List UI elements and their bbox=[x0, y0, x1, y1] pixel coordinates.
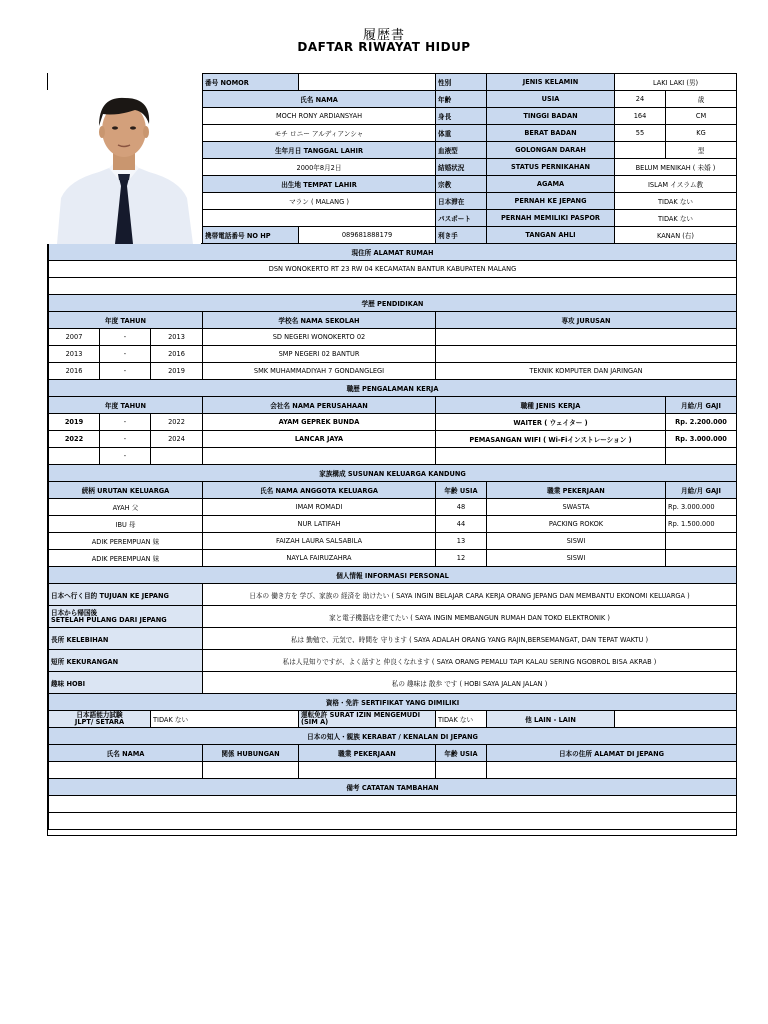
profile-photo bbox=[47, 90, 201, 244]
family-age: 13 bbox=[436, 533, 487, 550]
table-row bbox=[49, 762, 737, 779]
title-japanese: 履歴書 bbox=[362, 28, 405, 43]
nomor-value bbox=[299, 74, 436, 91]
jepang-name: PERNAH KE JEPANG bbox=[487, 193, 615, 210]
agama-value: ISLAM イスラム教 bbox=[615, 176, 737, 193]
empty-row bbox=[49, 278, 737, 295]
work-job: WAITER ( ウェイター ) bbox=[436, 414, 666, 431]
family-salary: Rp. 1.500.000 bbox=[666, 516, 737, 533]
family-age: 44 bbox=[436, 516, 487, 533]
sertifikat-heading: 資格・免許 SERTIFIKAT YANG DIMILIKI bbox=[49, 694, 737, 711]
edu-major bbox=[436, 329, 737, 346]
work-dash: - bbox=[100, 431, 151, 448]
work-to: 2024 bbox=[151, 431, 203, 448]
edu-dash: - bbox=[100, 329, 151, 346]
empty-cell bbox=[436, 762, 487, 779]
table-row bbox=[49, 533, 737, 550]
family-salary bbox=[666, 533, 737, 550]
status-label: 結婚状況 bbox=[436, 159, 487, 176]
family-job: SWASTA bbox=[487, 499, 666, 516]
tangan-label: 利き手 bbox=[436, 227, 487, 244]
darah-unit: 型 bbox=[666, 142, 737, 159]
tempat-label: 出生地 TEMPAT LAHIR bbox=[203, 176, 436, 193]
usia-value: 24 bbox=[615, 91, 666, 108]
kerabat-col-hubungan: 関係 HUBUNGAN bbox=[203, 745, 299, 762]
work-to bbox=[151, 448, 203, 465]
table-row bbox=[49, 329, 737, 346]
tinggi-label: 身長 bbox=[436, 108, 487, 125]
kerabat-col-alamat: 日本の住所 ALAMAT DI JEPANG bbox=[487, 745, 737, 762]
empty-cell bbox=[299, 762, 436, 779]
nomor-label: 番号 NOMOR bbox=[203, 74, 299, 91]
jlpt-label: 日本語能力試験 JLPT/ SETARA bbox=[49, 711, 151, 728]
pendidikan-col-jurusan: 専攻 JURUSAN bbox=[436, 312, 737, 329]
work-dash: - bbox=[100, 448, 151, 465]
jepang-label: 日本滞在 bbox=[436, 193, 487, 210]
edu-dash: - bbox=[100, 346, 151, 363]
lain-value bbox=[615, 711, 737, 728]
paspor-label: パスポート bbox=[436, 210, 487, 227]
family-relation: ADIK PEREMPUAN 妹 bbox=[49, 533, 203, 550]
keluarga-col-pekerjaan: 職業 PEKERJAAN bbox=[487, 482, 666, 499]
status-name: STATUS PERNIKAHAN bbox=[487, 159, 615, 176]
keluarga-col-gaji: 月給/月 GAJI bbox=[666, 482, 737, 499]
jk-value: LAKI LAKI (男) bbox=[615, 74, 737, 91]
edu-dash: - bbox=[100, 363, 151, 380]
jepang-value: TIDAK ない bbox=[615, 193, 737, 210]
work-salary: Rp. 3.000.000 bbox=[666, 431, 737, 448]
edu-from: 2013 bbox=[49, 346, 100, 363]
pendidikan-col-sekolah: 学校名 NAMA SEKOLAH bbox=[203, 312, 436, 329]
pendidikan-col-tahun: 年度 TAHUN bbox=[49, 312, 203, 329]
catatan-heading: 備考 CATATAN TAMBAHAN bbox=[49, 779, 737, 796]
edu-school: SD NEGERI WONOKERTO 02 bbox=[203, 329, 436, 346]
edu-to: 2013 bbox=[151, 329, 203, 346]
berat-unit: KG bbox=[666, 125, 737, 142]
family-name: IMAM ROMADI bbox=[203, 499, 436, 516]
info-heading: 個人情報 INFORMASI PERSONAL bbox=[49, 567, 737, 584]
table-row bbox=[49, 550, 737, 567]
family-job: SISWI bbox=[487, 550, 666, 567]
info-value-hobi: 私の 趣味は 散歩 です ( HOBI SAYA JALAN JALAN ) bbox=[203, 672, 737, 694]
family-name: NUR LATIFAH bbox=[203, 516, 436, 533]
family-job: SISWI bbox=[487, 533, 666, 550]
family-relation: AYAH 父 bbox=[49, 499, 203, 516]
alamat-heading: 現住所 ALAMAT RUMAH bbox=[49, 244, 737, 261]
alamat-value: DSN WONOKERTO RT 23 RW 04 KECAMATAN BANTUR KABUPATEN MALANG bbox=[49, 261, 737, 278]
photo-cell bbox=[49, 74, 203, 91]
kerja-col-perusahaan: 会社名 NAMA PERUSAHAAN bbox=[203, 397, 436, 414]
nama-label: 氏名 NAMA bbox=[203, 91, 436, 108]
info-value-kelebihan: 私は 勤勉で、元気で、時間を 守ります ( SAYA ADALAH ORANG YANG RAJIN,BERSEMANGAT, DAN TEPAT WAKTU ) bbox=[203, 628, 737, 650]
catatan-row bbox=[49, 813, 737, 830]
work-job: PEMASANGAN WIFI ( Wi-Fiインストレーション ) bbox=[436, 431, 666, 448]
kerja-heading: 職歴 PENGALAMAN KERJA bbox=[49, 380, 737, 397]
agama-name: AGAMA bbox=[487, 176, 615, 193]
info-label-hobi: 趣味 HOBI bbox=[49, 672, 203, 694]
family-age: 48 bbox=[436, 499, 487, 516]
family-relation: IBU 母 bbox=[49, 516, 203, 533]
family-name: FAIZAH LAURA SALSABILA bbox=[203, 533, 436, 550]
usia-label: 年齢 bbox=[436, 91, 487, 108]
berat-label: 体重 bbox=[436, 125, 487, 142]
empty-cell bbox=[203, 762, 299, 779]
work-dash: - bbox=[100, 414, 151, 431]
keluarga-heading: 家族構成 SUSUNAN KELUARGA KANDUNG bbox=[49, 465, 737, 482]
kerabat-col-usia: 年齢 USIA bbox=[436, 745, 487, 762]
edu-school: SMK MUHAMMADIYAH 7 GONDANGLEGI bbox=[203, 363, 436, 380]
edu-school: SMP NEGERI 02 BANTUR bbox=[203, 346, 436, 363]
nama-kana: モチ ロニー アルディアンシャ bbox=[203, 125, 436, 142]
tgl-label: 生年月日 TANGGAL LAHIR bbox=[203, 142, 436, 159]
keluarga-col-nama: 氏名 NAMA ANGGOTA KELUARGA bbox=[203, 482, 436, 499]
table-row bbox=[49, 363, 737, 380]
status-value: BELUM MENIKAH ( 未婚 ) bbox=[615, 159, 737, 176]
kerabat-heading: 日本の知人・親族 KERABAT / KENALAN DI JEPANG bbox=[49, 728, 737, 745]
work-from: 2019 bbox=[49, 414, 100, 431]
table-row bbox=[49, 414, 737, 431]
kerabat-col-nama: 氏名 NAMA bbox=[49, 745, 203, 762]
work-from: 2022 bbox=[49, 431, 100, 448]
darah-name: GOLONGAN DARAH bbox=[487, 142, 615, 159]
family-name: NAYLA FAIRUZAHRA bbox=[203, 550, 436, 567]
edu-major: TEKNIK KOMPUTER DAN JARINGAN bbox=[436, 363, 737, 380]
jk-label: 性別 bbox=[436, 74, 487, 91]
info-label-kekurangan: 短所 KEKURANGAN bbox=[49, 650, 203, 672]
usia-name: USIA bbox=[487, 91, 615, 108]
info-label-kelebihan: 長所 KELEBIHAN bbox=[49, 628, 203, 650]
work-from bbox=[49, 448, 100, 465]
tinggi-value: 164 bbox=[615, 108, 666, 125]
tinggi-name: TINGGI BADAN bbox=[487, 108, 615, 125]
tgl-value: 2000年8月2日 bbox=[203, 159, 436, 176]
jlpt-value: TIDAK ない bbox=[151, 711, 299, 728]
work-company bbox=[203, 448, 436, 465]
family-job: PACKING ROKOK bbox=[487, 516, 666, 533]
work-job bbox=[436, 448, 666, 465]
catatan-row bbox=[49, 796, 737, 813]
work-salary bbox=[666, 448, 737, 465]
keluarga-col-urutan: 続柄 URUTAN KELUARGA bbox=[49, 482, 203, 499]
work-salary: Rp. 2.200.000 bbox=[666, 414, 737, 431]
berat-name: BERAT BADAN bbox=[487, 125, 615, 142]
darah-label: 血液型 bbox=[436, 142, 487, 159]
edu-from: 2016 bbox=[49, 363, 100, 380]
darah-value bbox=[615, 142, 666, 159]
keluarga-col-usia: 年齢 USIA bbox=[436, 482, 487, 499]
lain-label: 他 LAIN - LAIN bbox=[487, 711, 615, 728]
info-value-pulang: 家と電子機器店を建てたい ( SAYA INGIN MEMBANGUN RUMAH DAN TOKO ELEKTRONIK ) bbox=[203, 606, 737, 628]
sim-value: TIDAK ない bbox=[436, 711, 487, 728]
info-value-tujuan: 日本の 働き方を 学び、家族の 経済を 助けたい ( SAYA INGIN BELAJAR CARA KERJA ORANG JEPANG DAN MEMBANTU EKONOMI KELUARGA ) bbox=[203, 584, 737, 606]
family-salary bbox=[666, 550, 737, 567]
hp-label: 携帯電話番号 NO HP bbox=[203, 227, 299, 244]
jk-name: JENIS KELAMIN bbox=[487, 74, 615, 91]
info-label-pulang: 日本から帰国後 SETELAH PULANG DARI JEPANG bbox=[49, 606, 203, 628]
work-to: 2022 bbox=[151, 414, 203, 431]
nama-value: MOCH RONY ARDIANSYAH bbox=[203, 108, 436, 125]
tempat-value: マラン ( MALANG ) bbox=[203, 193, 436, 210]
hp-value: 089681888179 bbox=[299, 227, 436, 244]
table-row bbox=[49, 448, 737, 465]
paspor-value: TIDAK ない bbox=[615, 210, 737, 227]
work-company: LANCAR JAYA bbox=[203, 431, 436, 448]
empty-cell bbox=[203, 210, 436, 227]
tangan-name: TANGAN AHLI bbox=[487, 227, 615, 244]
edu-to: 2019 bbox=[151, 363, 203, 380]
empty-cell bbox=[49, 762, 203, 779]
pendidikan-heading: 学歴 PENDIDIKAN bbox=[49, 295, 737, 312]
work-company: AYAM GEPREK BUNDA bbox=[203, 414, 436, 431]
kerja-col-tahun: 年度 TAHUN bbox=[49, 397, 203, 414]
paspor-name: PERNAH MEMILIKI PASPOR bbox=[487, 210, 615, 227]
berat-value: 55 bbox=[615, 125, 666, 142]
tangan-value: KANAN (右) bbox=[615, 227, 737, 244]
kerabat-col-pekerjaan: 職業 PEKERJAAN bbox=[299, 745, 436, 762]
table-row bbox=[49, 431, 737, 448]
edu-major bbox=[436, 346, 737, 363]
agama-label: 宗教 bbox=[436, 176, 487, 193]
edu-to: 2016 bbox=[151, 346, 203, 363]
table-row bbox=[49, 499, 737, 516]
table-row bbox=[49, 346, 737, 363]
family-relation: ADIK PEREMPUAN 妹 bbox=[49, 550, 203, 567]
usia-unit: 歳 bbox=[666, 91, 737, 108]
empty-cell bbox=[487, 762, 737, 779]
table-row bbox=[49, 516, 737, 533]
edu-from: 2007 bbox=[49, 329, 100, 346]
family-age: 12 bbox=[436, 550, 487, 567]
family-salary: Rp. 3.000.000 bbox=[666, 499, 737, 516]
kerja-col-gaji: 月給/月 GAJI bbox=[666, 397, 737, 414]
page-title: DAFTAR RIWAYAT HIDUP bbox=[297, 40, 471, 54]
kerja-col-jenis: 職種 JENIS KERJA bbox=[436, 397, 666, 414]
info-value-kekurangan: 私は人見知りですが、よく話すと 仲良くなれます ( SAYA ORANG PEMALU TAPI KALAU SERING NGOBROL BISA AKRAB ) bbox=[203, 650, 737, 672]
tinggi-unit: CM bbox=[666, 108, 737, 125]
person-photo-icon bbox=[47, 90, 201, 244]
info-label-tujuan: 日本へ行く目的 TUJUAN KE JEPANG bbox=[49, 584, 203, 606]
sim-label: 運転免許 SURAT IZIN MENGEMUDI (SIM A) bbox=[299, 711, 436, 728]
